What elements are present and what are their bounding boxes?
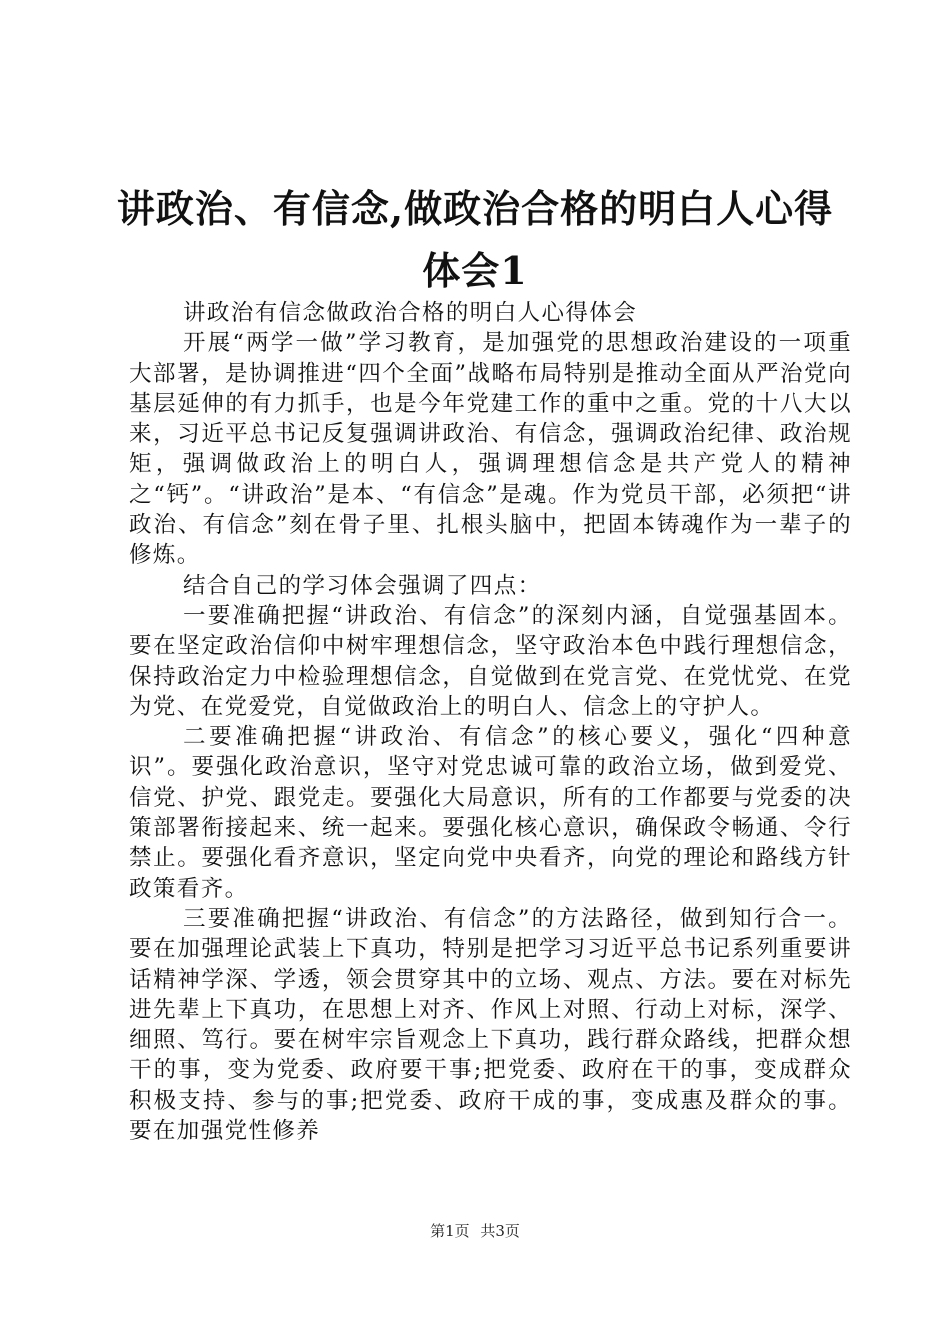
paragraph: 三要准确把握“讲政治、有信念”的方法路径，做到知行合一。要在加强理论武装上下真功，特别是把学习习近平总书记系列重要讲话精神学深、学透，领会贯穿其中的立场、观点、方法。要在对标先进先辈上下真功，在思想上对齐、作风上对照、行动上对标，深学、细照、笃行。要在树牢宗旨观念上下真功，践行群众路线，把群众想干的事，变为党委、政府要干事;把党委、政府在干的事，变成群众积极支持、参与的事;把党委、政府干成的事，变成惠及群众的事。要在加强党性修养 xyxy=(129,905,852,1145)
paragraph: 一要准确把握“讲政治、有信念”的深刻内涵，自觉强基固本。要在坚定政治信仰中树牢理想信念，坚守政治本色中践行理想信念，保持政治定力中检验理想信念，自觉做到在党言党、在党忧党、在党为党、在党爱党，自觉做政治上的明白人、信念上的守护人。 xyxy=(129,602,852,720)
document-title: 讲政治、有信念,做政治合格的明白人心得体会1 xyxy=(116,186,834,293)
page-total: 共3页 xyxy=(480,1222,520,1240)
document-body xyxy=(129,298,852,1146)
paragraph-subtitle: 讲政治有信念做政治合格的明白人心得体会 xyxy=(183,300,638,326)
paragraph: 结合自己的学习体会强调了四点： xyxy=(183,572,542,599)
paragraph: 二要准确把握“讲政治、有信念”的核心要义，强化“四种意识”。要强化政治意识，坚守对党忠诚可靠的政治立场，做到爱党、信党、护党、跟党走。要强化大局意识，所有的工作都要与党委的决策部署衔接起来、统一起来。要强化核心意识，确保政令畅通、令行禁止。要强化看齐意识，坚定向党中央看齐，向党的理论和路线方针政策看齐。 xyxy=(129,724,852,902)
page-number: 第1页 xyxy=(430,1222,470,1240)
page-footer xyxy=(0,1220,950,1241)
paragraph: 开展“两学一做”学习教育，是加强党的思想政治建设的一项重大部署，是协调推进“四个全面”战略布局特别是推动全面从严治党向基层延伸的有力抓手，也是今年党建工作的重中之重。党的十八大以来，习近平总书记反复强调讲政治、有信念，强调政治纪律、政治规矩，强调做政治上的明白人，强调理想信念是共产党人的精神之“钙”。“讲政治”是本、“有信念”是魂。作为党员干部，必须把“讲政治、有信念”刻在骨子里、扎根头脑中，把固本铸魂作为一辈子的修炼。 xyxy=(129,330,852,569)
